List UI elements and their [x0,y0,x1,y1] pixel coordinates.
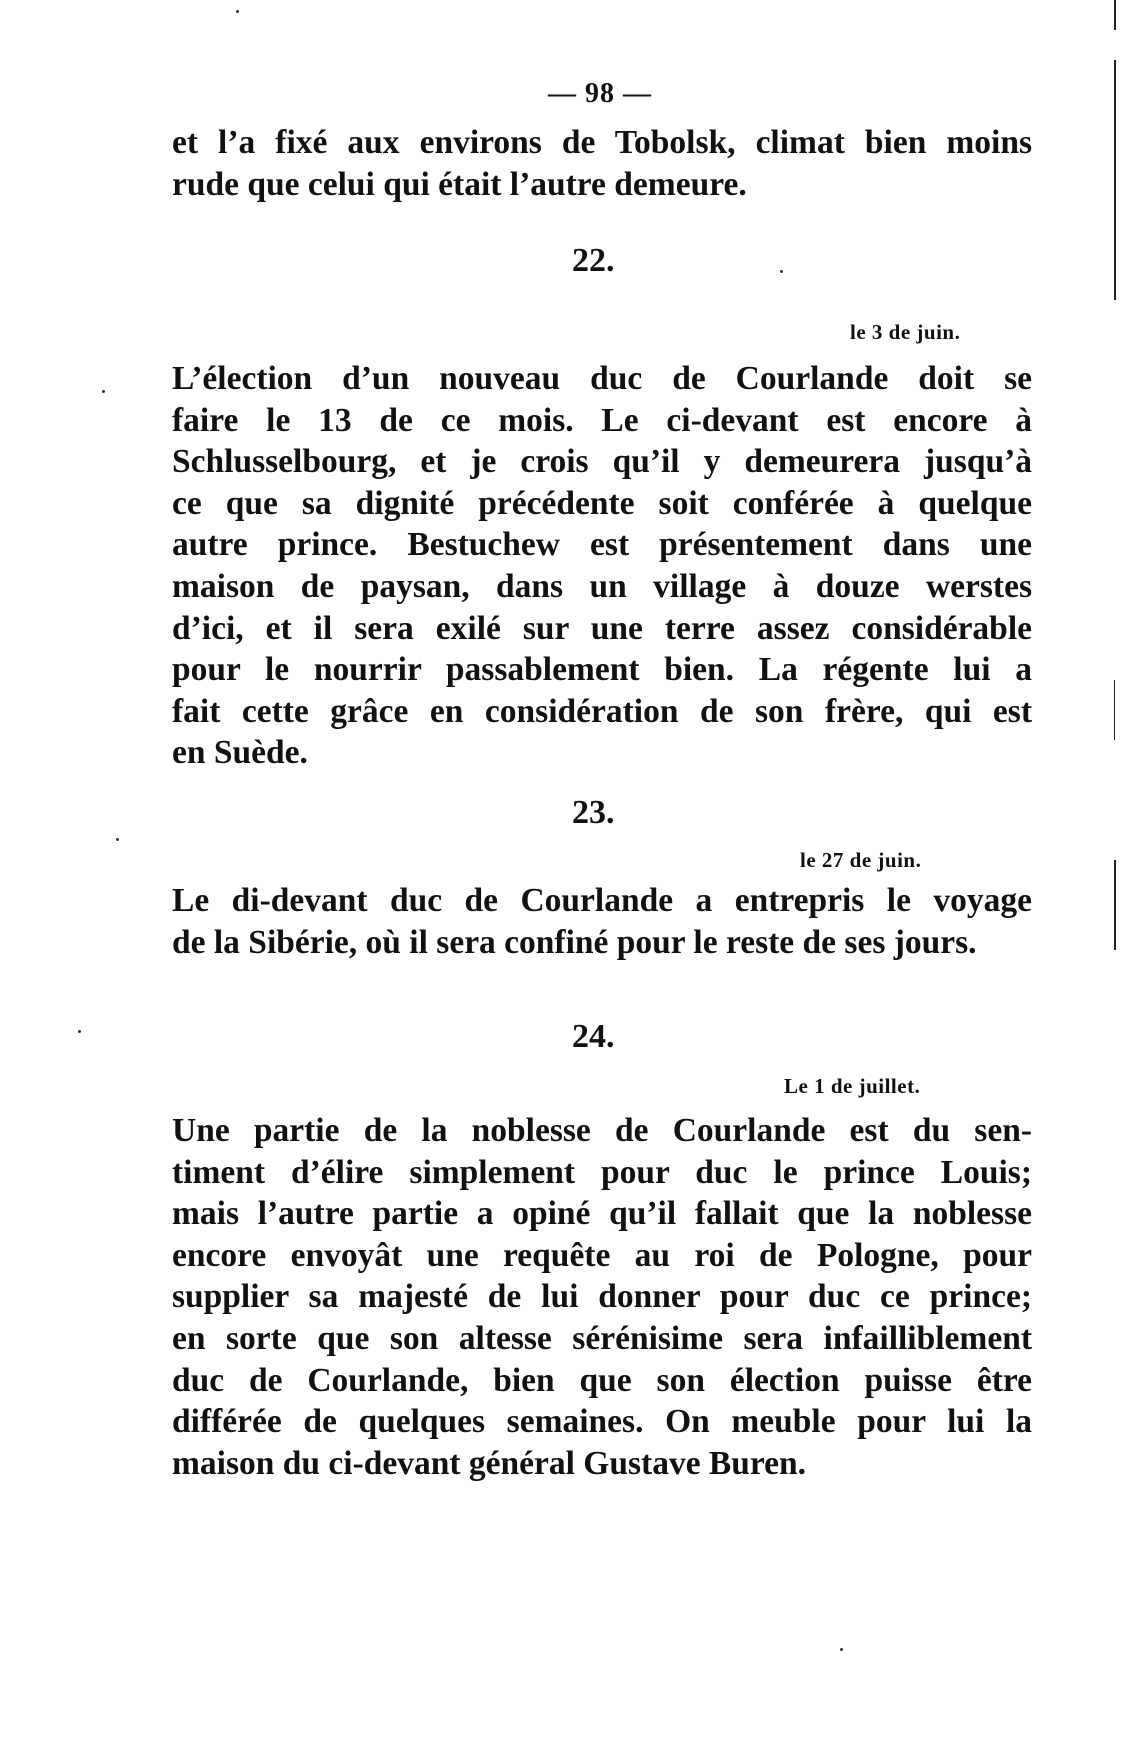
text-line: fait cette grâce en considération de son frère, qui est [172,692,1032,730]
scan-speck [840,1648,843,1651]
entry-date: le 3 de juin. [850,320,961,344]
entry-date: Le 1 de juillet. [784,1074,921,1098]
scan-speck [102,390,105,393]
entry-number: 22. [572,242,615,279]
text-line: et l’a fixé aux environs de Tobolsk, climat bien moins [172,124,1032,161]
text-line: timent d’élire simplement pour duc le prince Louis; [172,1153,1032,1191]
text-line: Une partie de la noblesse de Courlande est du sen- [172,1112,1032,1149]
scan-edge-line [1114,0,1116,30]
scan-speck [116,838,119,841]
scan-edge-line [1114,860,1116,950]
scan-speck [780,270,783,273]
entry-paragraph [172,1110,1032,1484]
text-line: rude que celui qui était l’autre demeure. [172,165,747,203]
text-line: duc de Courlande, bien que son élection puisse être [172,1361,1032,1399]
scan-edge-line [1114,680,1115,740]
entry-paragraph [172,358,1032,774]
entry-paragraph [172,880,1032,963]
text-line: d’ici, et il sera exilé sur une terre assez considérable [172,609,1032,647]
text-line: maison de paysan, dans un village à douze werstes [172,567,1032,605]
text-line: L’élection d’un nouveau duc de Courlande doit se [172,360,1032,397]
entry-number: 23. [572,794,615,831]
text-line: Le di-devant duc de Courlande a entrepris le voyage [172,882,1032,919]
scan-speck [78,1030,81,1033]
text-line: mais l’autre partie a opiné qu’il fallait que la noblesse [172,1195,1032,1233]
intro-paragraph [172,122,1032,205]
text-line: en Suède. [172,734,308,772]
text-line: ce que sa dignité précédente soit conférée à quelque [172,484,1032,522]
text-line: de la Sibérie, où il sera confiné pour le reste de ses jours. [172,923,977,961]
scan-edge-line [1114,60,1116,300]
text-line: faire le 13 de ce mois. Le ci-devant est encore à [172,401,1032,439]
scan-speck [236,10,239,13]
entry-number: 24. [572,1018,615,1055]
page-number: — 98 — [548,78,652,109]
text-line: autre prince. Bestuchew est présentement dans une [172,526,1032,564]
text-line: maison du ci-devant général Gustave Buren. [172,1444,807,1482]
text-line: en sorte que son altesse sérénisime sera infailliblement [172,1319,1032,1357]
text-line: encore envoyât une requête au roi de Pologne, pour [172,1236,1032,1274]
text-line: différée de quelques semaines. On meuble pour lui la [172,1403,1032,1441]
text-line: Schlusselbourg, et je crois qu’il y demeurera jusqu’à [172,443,1032,481]
text-line: pour le nourrir passablement bien. La régente lui a [172,651,1032,689]
entry-date: le 27 de juin. [800,848,922,872]
text-line: supplier sa majesté de lui donner pour duc ce prince; [172,1278,1032,1316]
